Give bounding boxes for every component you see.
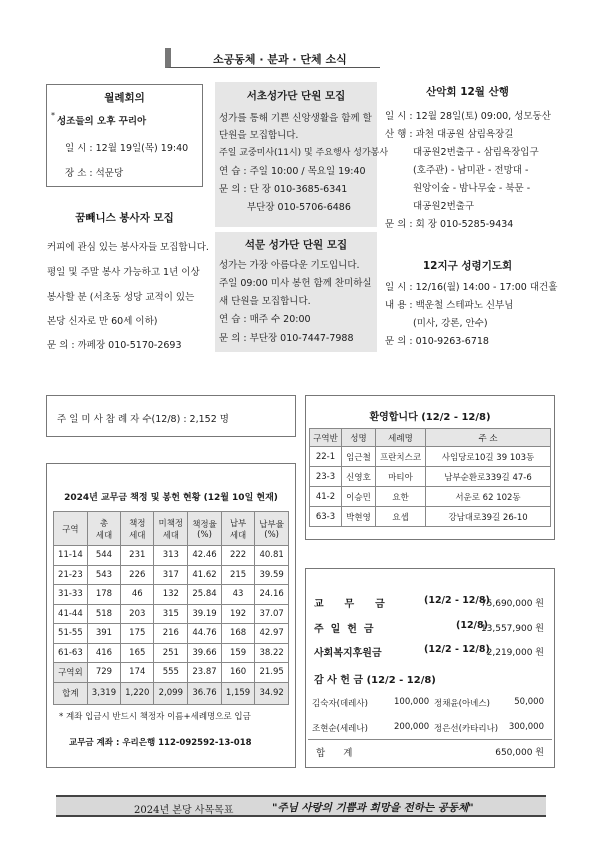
table-cell: 40.81: [255, 546, 289, 566]
choir-seokmun-line: 문 의 : 부단장 010-7447-7988: [219, 333, 354, 344]
table-cell: 이승민: [342, 487, 376, 507]
attendance-box: [46, 395, 296, 437]
choir-seocho-line: 주일 교중미사(11시) 및 주요행사 성가봉사: [219, 148, 389, 158]
finance-amount: 13,557,900 원: [480, 624, 544, 634]
dues-table: [53, 511, 289, 705]
choir-seocho-title: 서초성가단 단원 모집: [246, 90, 346, 102]
table-cell: 165: [121, 643, 154, 663]
prayer-title: 12지구 성령기도회: [422, 260, 513, 272]
choir-seocho-line: 성가를 통해 기쁜 신앙생활을 함께 할: [219, 113, 372, 124]
table-cell: 남부순환로339길 47-6: [426, 467, 551, 487]
volunteer-line: 커피에 관심 있는 봉사자들 모집합니다.: [47, 242, 209, 253]
finance-period: (12/2 - 12/8): [424, 595, 490, 606]
thanks-amount: 300,000: [508, 722, 544, 732]
welcome-header: 구역반: [310, 429, 342, 447]
table-cell: 391: [87, 624, 120, 644]
table-cell: 315: [154, 604, 188, 624]
table-cell: 36.76: [188, 682, 222, 704]
table-row: [54, 565, 289, 585]
welcome-header: 주 소: [426, 429, 551, 447]
volunteer-contact: 문 의 : 까페장 010-5170-2693: [47, 340, 182, 351]
table-cell: 3,319: [87, 682, 120, 704]
table-cell: 22-1: [310, 447, 342, 467]
table-cell: 합계: [54, 682, 88, 704]
table-cell: 11-14: [54, 546, 88, 566]
thanks-amount: 100,000: [394, 697, 430, 707]
table-cell: 203: [121, 604, 154, 624]
table-cell: 23-3: [310, 467, 342, 487]
hiking-line: 대공원2번출구: [413, 201, 475, 212]
table-cell: 21.95: [255, 663, 289, 683]
table-cell: 226: [121, 565, 154, 585]
choir-seocho-line: 문 의 : 단 장 010-3685-6341: [219, 184, 348, 195]
table-cell: 임근철: [342, 447, 376, 467]
finance-amount: 75,690,000 원: [480, 599, 544, 609]
monthly-meeting-box: [46, 84, 203, 187]
table-cell: 39.66: [188, 643, 222, 663]
table-cell: 요셉: [376, 507, 426, 527]
finance-total-label: 합 계: [316, 748, 353, 759]
table-cell: 543: [87, 565, 120, 585]
thanks-name: 김숙자(데레사): [312, 699, 368, 709]
dues-note: * 계좌 입금시 반드시 책정자 이름+세례명으로 입금: [59, 712, 251, 722]
table-cell: 34.92: [255, 682, 289, 704]
table-cell: 174: [121, 663, 154, 683]
table-cell: 168: [221, 624, 254, 644]
table-cell: 555: [154, 663, 188, 683]
table-cell: 38.22: [255, 643, 289, 663]
dues-header: 책정 세대: [121, 512, 154, 546]
table-cell: 25.84: [188, 585, 222, 605]
dues-header: 총 세대: [87, 512, 120, 546]
table-cell: 518: [87, 604, 120, 624]
dues-account: 교무금 계좌 : 우리은행 112-092592-13-018: [69, 738, 252, 748]
choir-seokmun-line: 새 단원을 모집합니다.: [219, 296, 311, 307]
table-cell: 63-3: [310, 507, 342, 527]
table-cell: 구역외: [54, 663, 88, 683]
table-cell: 요한: [376, 487, 426, 507]
table-cell: 2,099: [154, 682, 188, 704]
table-cell: 31-33: [54, 585, 88, 605]
thanks-amount: 200,000: [394, 722, 430, 732]
table-cell: 42.97: [255, 624, 289, 644]
finance-total-amount: 650,000 원: [495, 748, 544, 758]
table-cell: 729: [87, 663, 120, 683]
table-cell: 39.59: [255, 565, 289, 585]
table-cell: 강남대로39길 26-10: [426, 507, 551, 527]
hiking-contact: 문 의 : 회 장 010-5285-9434: [385, 219, 514, 230]
table-cell: 178: [87, 585, 120, 605]
table-cell: 41-44: [54, 604, 88, 624]
attendance-label: 주 일 미 사 참 례 자 수(12/8) : 2,152 명: [57, 414, 229, 425]
table-cell: 서운로 62 102동: [426, 487, 551, 507]
prayer-contact: 문 의 : 010-9263-6718: [385, 336, 489, 347]
volunteer-line: 평일 및 주말 봉사 가능하고 1년 이상: [47, 267, 200, 278]
table-cell: 175: [121, 624, 154, 644]
table-cell: 51-55: [54, 624, 88, 644]
thanks-amount: 50,000: [514, 697, 544, 707]
finance-label: 교 무 금: [314, 599, 385, 610]
table-cell: 42.46: [188, 546, 222, 566]
monthly-meeting-place: 장 소 : 석문당: [65, 168, 124, 179]
prayer-line: (미사, 강론, 안수): [413, 318, 488, 329]
table-cell: 231: [121, 546, 154, 566]
hiking-line: 산 행 : 과천 대공원 삼림욕장길: [385, 129, 514, 140]
hiking-line: (호주관) - 남미관 - 전망대 -: [413, 165, 529, 176]
choir-seocho-line: 부단장 010-5706-6486: [247, 202, 351, 213]
finance-amount: 2,219,000 원: [486, 648, 544, 658]
table-cell: 192: [221, 604, 254, 624]
thanks-name: 정채윤(아녜스): [434, 699, 490, 709]
finance-period: (12/2 - 12/8): [424, 644, 490, 655]
choir-seokmun-line: 주일 09:00 미사 봉헌 함께 찬미하실: [219, 278, 372, 289]
total-divider: [308, 739, 552, 740]
banner-motto: "주님 사랑의 기쁨과 희망을 전하는 공동체": [272, 802, 474, 814]
choir-seokmun-box: [215, 232, 377, 352]
table-cell: 1,159: [221, 682, 254, 704]
welcome-header: 성명: [342, 429, 376, 447]
table-row: [54, 663, 289, 683]
table-cell: 416: [87, 643, 120, 663]
total-row: [54, 682, 289, 704]
finance-label: 주 일 헌 금: [314, 624, 374, 635]
monthly-meeting-subtitle: 성조들의 오후 꾸리아: [57, 116, 147, 127]
table-cell: 251: [154, 643, 188, 663]
table-cell: 24.16: [255, 585, 289, 605]
hiking-title: 산악회 12월 산행: [426, 86, 509, 98]
thanks-name: 조현순(세레나): [312, 724, 368, 734]
choir-seocho-line: 단원을 모집합니다.: [219, 130, 299, 141]
choir-seocho-line: 연 습 : 주일 10:00 / 목요일 19:40: [219, 166, 366, 177]
table-row: [310, 467, 551, 487]
welcome-title: 환영합니다 (12/2 - 12/8): [369, 412, 491, 423]
table-cell: 160: [221, 663, 254, 683]
table-row: [310, 507, 551, 527]
volunteer-line: 봉사할 분 (서초동 성당 교적이 있는: [47, 292, 195, 303]
dues-header: 납부 세대: [221, 512, 254, 546]
hiking-line: 일 시 : 12월 28일(토) 09:00, 성모동산: [385, 111, 551, 122]
prayer-line: 내 용 : 백운철 스테파노 신부님: [385, 300, 514, 311]
table-cell: 마티아: [376, 467, 426, 487]
table-cell: 프란치스코: [376, 447, 426, 467]
table-cell: 222: [221, 546, 254, 566]
table-cell: 사임당로10길 39 103동: [426, 447, 551, 467]
table-row: [54, 604, 289, 624]
finance-box: [305, 568, 555, 768]
monthly-meeting-title: 월례회의: [104, 92, 145, 104]
table-cell: 39.19: [188, 604, 222, 624]
table-cell: 132: [154, 585, 188, 605]
thanks-title: 감 사 헌 금 (12/2 - 12/8): [314, 675, 436, 686]
table-row: [310, 487, 551, 507]
table-row: [54, 546, 289, 566]
table-cell: 21-23: [54, 565, 88, 585]
table-cell: 44.76: [188, 624, 222, 644]
table-cell: 박현영: [342, 507, 376, 527]
table-row: [310, 447, 551, 467]
volunteer-title: 꿈빼니스 봉사자 모집: [75, 212, 174, 224]
choir-seokmun-line: 성가는 가장 아름다운 기도입니다.: [219, 260, 360, 271]
welcome-table: [309, 428, 551, 527]
dues-header: 미책정 세대: [154, 512, 188, 546]
bullet-icon: *: [51, 111, 55, 120]
dues-title: 2024년 교무금 책정 및 봉헌 현황 (12월 10일 현재): [64, 493, 278, 503]
table-cell: 159: [221, 643, 254, 663]
hiking-line: 원앙이숲 - 밤나무숲 - 북문 -: [413, 183, 531, 194]
thanks-name: 정은선(카타리나): [434, 724, 499, 734]
table-row: [54, 585, 289, 605]
volunteer-line: 본당 신자로 만 60세 이하): [47, 316, 158, 327]
section-title: 소공동체 · 분과 · 단체 소식: [213, 53, 347, 66]
table-cell: 41.62: [188, 565, 222, 585]
pastoral-goal-banner: [56, 795, 546, 817]
table-cell: 61-63: [54, 643, 88, 663]
finance-label: 사회복지후원금: [314, 648, 382, 659]
prayer-line: 일 시 : 12/16(월) 14:00 - 17:00 대건홀: [385, 282, 558, 293]
finance-period: (12/8): [456, 620, 488, 631]
welcome-box: [305, 395, 555, 540]
table-cell: 37.07: [255, 604, 289, 624]
dues-header: 책정율 (%): [188, 512, 222, 546]
choir-seocho-box: [215, 82, 389, 227]
banner-prefix: 2024년 본당 사목목표: [134, 805, 234, 816]
table-cell: 544: [87, 546, 120, 566]
table-cell: 41-2: [310, 487, 342, 507]
dues-box: [46, 463, 296, 768]
table-cell: 신영호: [342, 467, 376, 487]
table-cell: 317: [154, 565, 188, 585]
table-cell: 43: [221, 585, 254, 605]
dues-header: 구역: [54, 512, 88, 546]
hiking-line: 대공원2번출구 - 삼림욕장입구: [413, 147, 539, 158]
table-row: [54, 624, 289, 644]
monthly-meeting-date: 일 시 : 12월 19일(목) 19:40: [65, 143, 189, 154]
choir-seokmun-line: 연 습 : 매주 수 20:00: [219, 314, 311, 325]
table-cell: 313: [154, 546, 188, 566]
choir-seokmun-title: 석문 성가단 단원 모집: [244, 239, 348, 251]
table-cell: 215: [221, 565, 254, 585]
table-cell: 216: [154, 624, 188, 644]
section-header: [165, 48, 380, 68]
table-cell: 46: [121, 585, 154, 605]
welcome-header: 세례명: [376, 429, 426, 447]
table-cell: 1,220: [121, 682, 154, 704]
table-cell: 23.87: [188, 663, 222, 683]
table-row: [54, 643, 289, 663]
dues-header: 납부율 (%): [255, 512, 289, 546]
